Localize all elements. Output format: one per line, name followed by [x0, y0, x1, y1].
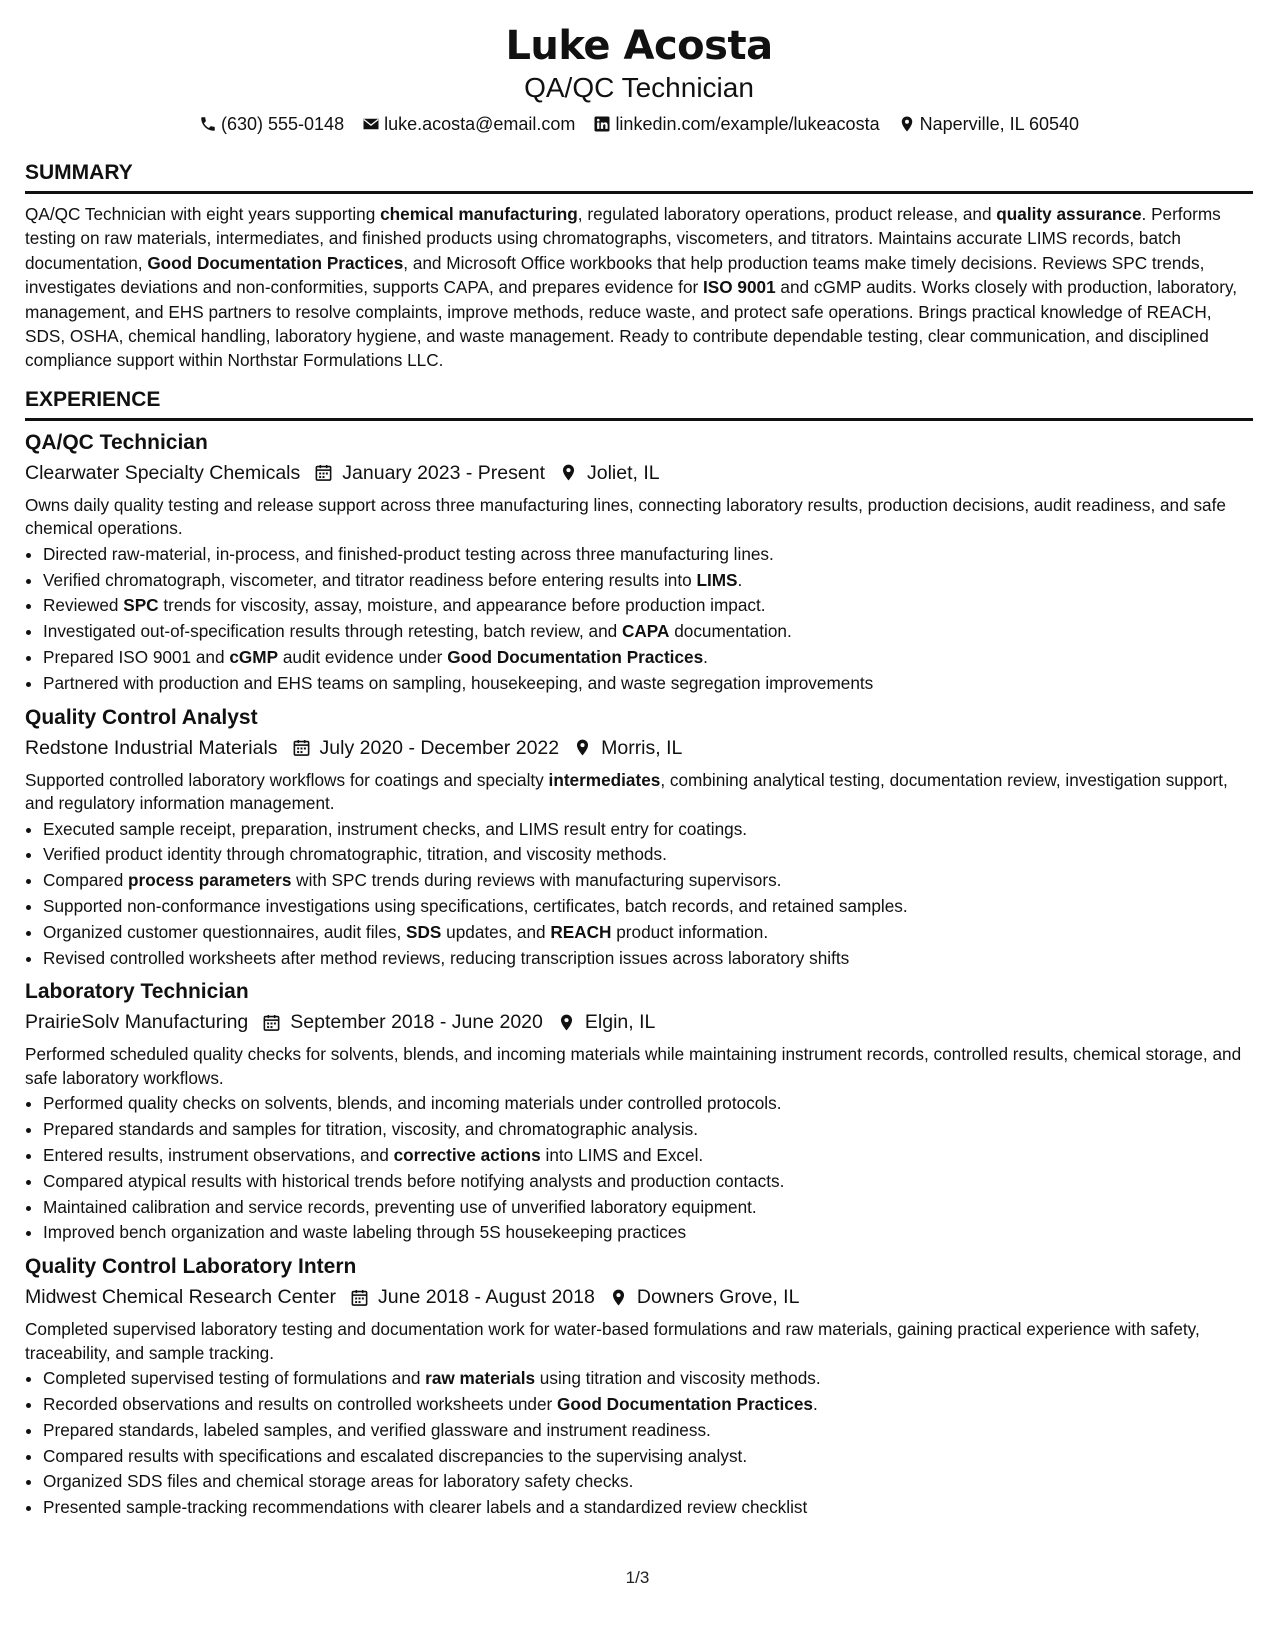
text-run: Organized customer questionnaires, audit files,: [43, 921, 407, 942]
text-run: Prepared ISO 9001 and: [43, 647, 230, 668]
text-run: , and Microsoft Office workbooks that help production teams make timely decisions. Reviews SPC trends, investigates deviations and non-conformities, supports CAPA, and prepares evidence for: [25, 252, 1205, 298]
contact-location: [898, 112, 1079, 136]
phone-icon: [199, 115, 217, 133]
company-name: Redstone Industrial Materials: [25, 736, 278, 759]
bullet-item: [43, 645, 1253, 671]
bullet-item: [43, 1418, 1253, 1444]
bullet-item: [43, 920, 1253, 946]
phone-text: (630) 555-0148: [220, 114, 345, 134]
job-description: Completed supervised laboratory testing and documentation work for water-based formulations and raw materials, gaining practical experience with safety, traceability, and sample tracking.: [25, 1319, 1200, 1363]
text-run: into LIMS and Excel.: [540, 1145, 704, 1165]
bullet-item: [43, 946, 1253, 972]
job-bullets: [25, 1091, 1253, 1246]
job-meta: [25, 1008, 1253, 1036]
section-divider: [25, 191, 1253, 194]
text-run: with SPC trends during reviews with manufacturing supervisors.: [291, 870, 782, 891]
bullet-item: [43, 868, 1253, 894]
job-description: Performed scheduled quality checks for solvents, blends, and incoming materials while maintaining instrument records, controlled results, chemical storage, and safe laboratory workflows.: [25, 1044, 1242, 1088]
calendar-icon: [314, 463, 333, 482]
text-run: Partnered with production and EHS teams on sampling, housekeeping, and waste segregation improvements: [43, 672, 874, 693]
bold-text: LIMS: [696, 569, 738, 590]
job-entry: [25, 1253, 1253, 1521]
bullet-item: [43, 542, 1253, 568]
bullet-item: [43, 1117, 1253, 1143]
job-title: Laboratory Technician: [25, 980, 249, 1004]
page-number: 1/3: [625, 1568, 650, 1587]
text-run: Investigated out-of-specification results through retesting, batch review, and: [43, 621, 622, 642]
bullet-item: [43, 1091, 1253, 1117]
candidate-name: Luke Acosta: [505, 23, 773, 69]
job-location: Downers Grove, IL: [636, 1286, 800, 1309]
bullet-item: [43, 1469, 1253, 1495]
text-run: , regulated laboratory operations, product release, and: [577, 204, 997, 224]
bold-text: chemical manufacturing: [380, 204, 578, 224]
text-run: Revised controlled worksheets after method reviews, reducing transcription issues across laboratory shifts: [43, 947, 850, 968]
bullet-item: [43, 671, 1253, 697]
bold-text: SPC: [123, 595, 159, 616]
job-location: Joliet, IL: [586, 461, 660, 484]
bullet-item: [43, 1366, 1253, 1392]
text-run: audit evidence under: [278, 647, 448, 668]
job-entry: [25, 704, 1253, 972]
text-run: , combining analytical testing, documentation review, investigation support, and regulatory information management.: [25, 769, 1228, 814]
bullet-item: [43, 1195, 1253, 1221]
bullet-item: [43, 1220, 1253, 1246]
text-run: Improved bench organization and waste labeling through 5S housekeeping practices: [43, 1222, 687, 1243]
text-run: Organized SDS files and chemical storage areas for laboratory safety checks.: [43, 1471, 634, 1492]
resume-page: [25, 22, 1253, 1521]
text-run: Verified chromatograph, viscometer, and titrator readiness before entering results into: [43, 569, 697, 590]
job-description: [25, 769, 1253, 816]
map-pin-icon: [609, 1288, 628, 1307]
job-dates: September 2018 - June 2020: [290, 1011, 543, 1034]
bold-text: Good Documentation Practices: [557, 1393, 813, 1414]
text-run: Supported non-conformance investigations using specifications, certificates, batch records, and retained samples.: [43, 896, 908, 917]
text-run: Recorded observations and results on controlled worksheets under: [43, 1393, 558, 1414]
bullet-item: [43, 593, 1253, 619]
job-meta: [25, 734, 1253, 762]
text-run: updates, and: [441, 921, 551, 942]
contact-bar: [25, 112, 1253, 136]
text-run: Presented sample-tracking recommendations with clearer labels and a standardized review checklist: [43, 1497, 808, 1518]
bullet-item: [43, 1392, 1253, 1418]
job-location: Morris, IL: [601, 736, 683, 759]
linkedin-icon: [593, 115, 611, 133]
email-text: luke.acosta@email.com: [384, 114, 576, 134]
text-run: Prepared standards and samples for titration, viscosity, and chromatographic analysis.: [43, 1119, 699, 1140]
summary-heading: SUMMARY: [25, 161, 133, 184]
job-location: Elgin, IL: [584, 1011, 656, 1034]
bold-text: SDS: [406, 921, 442, 942]
bold-text: REACH: [550, 921, 612, 942]
bold-text: ISO 9001: [703, 277, 776, 298]
bullet-item: [43, 1143, 1253, 1169]
job-entry: [25, 429, 1253, 697]
job-dates: July 2020 - December 2022: [319, 736, 560, 759]
text-run: Completed supervised testing of formulations and: [43, 1368, 426, 1389]
job-title: QA/QC Technician: [25, 430, 208, 454]
calendar-icon: [292, 738, 311, 757]
text-run: Executed sample receipt, preparation, instrument checks, and LIMS result entry for coatings.: [43, 818, 748, 839]
company-name: Midwest Chemical Research Center: [25, 1286, 337, 1309]
bullet-item: [43, 619, 1253, 645]
text-run: .: [812, 1393, 818, 1414]
contact-phone[interactable]: [199, 112, 344, 136]
company-name: PrairieSolv Manufacturing: [25, 1011, 249, 1034]
map-pin-icon: [559, 463, 578, 482]
job-bullets: [25, 1366, 1253, 1521]
resume-header: [25, 22, 1253, 136]
contact-linkedin[interactable]: [593, 112, 879, 136]
job-dates: January 2023 - Present: [342, 461, 545, 484]
text-run: using titration and viscosity methods.: [535, 1368, 821, 1389]
text-run: Directed raw-material, in-process, and finished-product testing across three manufacturing lines.: [43, 543, 774, 564]
experience-list: [25, 429, 1253, 1521]
text-run: Entered results, instrument observations, and: [43, 1145, 394, 1165]
text-run: Verified product identity through chromatographic, titration, and viscosity methods.: [43, 844, 667, 865]
text-run: Maintained calibration and service records, preventing use of unverified laboratory equipment.: [43, 1196, 757, 1217]
job-bullets: [25, 817, 1253, 972]
text-run: . Performs testing on raw materials, intermediates, and finished products using chromatographs, viscometers, and titrators. Maintains accurate LIMS records, batch documentation,: [25, 204, 1221, 273]
text-run: product information.: [611, 921, 769, 942]
calendar-icon: [350, 1288, 369, 1307]
bullet-item: [43, 1495, 1253, 1521]
bullet-item: [43, 894, 1253, 920]
job-meta: [25, 459, 1253, 487]
company-name: Clearwater Specialty Chemicals: [25, 461, 301, 484]
job-title: Quality Control Analyst: [25, 705, 258, 729]
candidate-role: QA/QC Technician: [524, 72, 754, 103]
text-run: .: [703, 647, 708, 668]
text-run: and cGMP audits. Works closely with production, laboratory, management, and EHS partners to resolve complaints, improve methods, reduce waste, and protect safe operations. Brings practical knowledge of REACH, SDS, OSHA, chemical handling, laboratory hygiene, and waste management. Ready to contribute dependable testing, clear communication, and disciplined compliance support within Northstar Formulations LLC.: [25, 277, 1238, 371]
job-bullets: [25, 542, 1253, 697]
bold-text: quality assurance: [996, 204, 1142, 224]
calendar-icon: [262, 1013, 281, 1032]
linkedin-text: linkedin.com/example/lukeacosta: [615, 114, 880, 134]
bold-text: raw materials: [425, 1368, 536, 1389]
bold-text: cGMP: [229, 647, 279, 668]
contact-email[interactable]: [362, 112, 575, 136]
map-pin-icon: [573, 738, 592, 757]
bold-text: intermediates: [548, 769, 661, 790]
bullet-item: [43, 1169, 1253, 1195]
job-title: Quality Control Laboratory Intern: [25, 1255, 357, 1279]
job-entry: [25, 978, 1253, 1246]
text-run: Prepared standards, labeled samples, and verified glassware and instrument readiness.: [43, 1419, 711, 1440]
bold-text: Good Documentation Practices: [147, 252, 404, 273]
text-run: Compared: [43, 870, 129, 891]
text-run: trends for viscosity, assay, moisture, and appearance before production impact.: [158, 595, 766, 616]
section-divider: [25, 418, 1253, 421]
summary-paragraph: [25, 202, 1253, 373]
text-run: Compared atypical results with historical trends before notifying analysts and production contacts.: [43, 1170, 785, 1191]
text-run: documentation.: [669, 621, 792, 642]
text-run: QA/QC Technician with eight years supporting: [25, 204, 381, 224]
bullet-item: [43, 817, 1253, 843]
bold-text: process parameters: [128, 870, 292, 891]
email-icon: [362, 115, 380, 133]
text-run: Reviewed: [43, 595, 124, 616]
text-run: Supported controlled laboratory workflows for coatings and specialty: [25, 769, 549, 790]
bullet-item: [43, 842, 1253, 868]
job-meta: [25, 1283, 1253, 1311]
map-pin-icon: [898, 115, 916, 133]
text-run: Performed quality checks on solvents, blends, and incoming materials under controlled protocols.: [43, 1093, 782, 1114]
bullet-item: [43, 1444, 1253, 1470]
location-text: Naperville, IL 60540: [919, 114, 1080, 134]
bold-text: Good Documentation Practices: [447, 647, 704, 668]
bold-text: corrective actions: [393, 1145, 541, 1165]
job-description: Owns daily quality testing and release support across three manufacturing lines, connecting laboratory results, production decisions, audit readiness, and safe chemical operations.: [25, 494, 1226, 539]
text-run: Compared results with specifications and escalated discrepancies to the supervising analyst.: [43, 1445, 748, 1466]
job-dates: June 2018 - August 2018: [378, 1286, 595, 1309]
experience-heading: EXPERIENCE: [25, 387, 161, 411]
bullet-item: [43, 568, 1253, 594]
map-pin-icon: [557, 1013, 576, 1032]
bold-text: CAPA: [621, 621, 670, 642]
text-run: .: [737, 569, 743, 590]
